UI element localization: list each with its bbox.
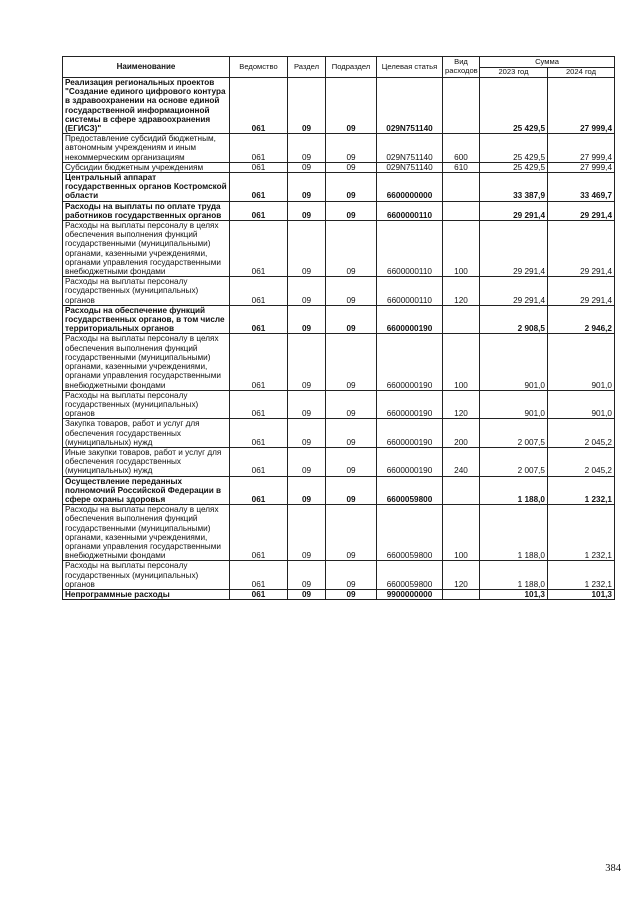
cell-podrazdel: 09 bbox=[326, 505, 377, 561]
cell-sum-2023: 29 291,4 bbox=[480, 221, 548, 277]
table-body bbox=[63, 78, 615, 600]
cell-sum-2023: 1 188,0 bbox=[480, 561, 548, 590]
cell-razdel: 09 bbox=[288, 305, 326, 334]
cell-name: Центральный аппарат государственных органов Костромской области bbox=[63, 173, 230, 202]
cell-vedomstvo: 061 bbox=[230, 561, 288, 590]
cell-razdel: 09 bbox=[288, 201, 326, 220]
cell-vid-raskhodov bbox=[443, 173, 480, 202]
table-row bbox=[63, 221, 615, 277]
cell-sum-2024: 2 946,2 bbox=[548, 305, 615, 334]
table-row bbox=[63, 305, 615, 334]
cell-celevaya-statya: 6600000110 bbox=[377, 201, 443, 220]
cell-name: Расходы на выплаты персоналу государственных (муниципальных) органов bbox=[63, 277, 230, 306]
cell-sum-2023: 29 291,4 bbox=[480, 277, 548, 306]
cell-sum-2023: 901,0 bbox=[480, 390, 548, 419]
cell-sum-2023: 1 188,0 bbox=[480, 476, 548, 505]
table-row bbox=[63, 561, 615, 590]
cell-vedomstvo: 061 bbox=[230, 134, 288, 163]
cell-name: Расходы на выплаты персоналу в целях обеспечения выполнения функций государственными (муниципальными) органами, казенными учреждениями, органами управления государственными внебюджетными фондами bbox=[63, 221, 230, 277]
cell-vid-raskhodov: 610 bbox=[443, 162, 480, 172]
cell-sum-2023: 25 429,5 bbox=[480, 134, 548, 163]
table-header bbox=[63, 57, 615, 78]
cell-vid-raskhodov: 100 bbox=[443, 505, 480, 561]
table-row bbox=[63, 277, 615, 306]
table-row bbox=[63, 476, 615, 505]
cell-podrazdel: 09 bbox=[326, 390, 377, 419]
cell-celevaya-statya: 029N751140 bbox=[377, 78, 443, 134]
cell-name: Расходы на обеспечение функций государственных органов, в том числе территориальных органов bbox=[63, 305, 230, 334]
cell-podrazdel: 09 bbox=[326, 305, 377, 334]
cell-celevaya-statya: 6600000190 bbox=[377, 305, 443, 334]
cell-razdel: 09 bbox=[288, 134, 326, 163]
cell-vedomstvo: 061 bbox=[230, 505, 288, 561]
table-row bbox=[63, 173, 615, 202]
cell-vid-raskhodov: 120 bbox=[443, 561, 480, 590]
cell-sum-2023: 25 429,5 bbox=[480, 162, 548, 172]
cell-name: Субсидии бюджетным учреждениям bbox=[63, 162, 230, 172]
cell-celevaya-statya: 029N751140 bbox=[377, 162, 443, 172]
cell-razdel: 09 bbox=[288, 419, 326, 448]
cell-sum-2023: 2 007,5 bbox=[480, 447, 548, 476]
cell-vedomstvo: 061 bbox=[230, 305, 288, 334]
header-celevaya-statya: Целевая статья bbox=[377, 57, 443, 78]
cell-vid-raskhodov: 120 bbox=[443, 277, 480, 306]
cell-razdel: 09 bbox=[288, 561, 326, 590]
table-row bbox=[63, 334, 615, 390]
cell-vedomstvo: 061 bbox=[230, 419, 288, 448]
table-row bbox=[63, 162, 615, 172]
cell-name: Расходы на выплаты по оплате труда работников государственных органов bbox=[63, 201, 230, 220]
cell-name: Расходы на выплаты персоналу государственных (муниципальных) органов bbox=[63, 561, 230, 590]
cell-vedomstvo: 061 bbox=[230, 447, 288, 476]
cell-razdel: 09 bbox=[288, 162, 326, 172]
cell-sum-2023: 2 007,5 bbox=[480, 419, 548, 448]
cell-celevaya-statya: 029N751140 bbox=[377, 134, 443, 163]
cell-sum-2024: 27 999,4 bbox=[548, 78, 615, 134]
cell-podrazdel: 09 bbox=[326, 162, 377, 172]
cell-sum-2024: 1 232,1 bbox=[548, 476, 615, 505]
header-summa: Сумма bbox=[480, 57, 615, 68]
table-row bbox=[63, 447, 615, 476]
cell-podrazdel: 09 bbox=[326, 447, 377, 476]
cell-podrazdel: 09 bbox=[326, 201, 377, 220]
cell-vedomstvo: 061 bbox=[230, 334, 288, 390]
cell-celevaya-statya: 9900000000 bbox=[377, 589, 443, 599]
cell-celevaya-statya: 6600059800 bbox=[377, 476, 443, 505]
cell-razdel: 09 bbox=[288, 334, 326, 390]
cell-sum-2024: 33 469,7 bbox=[548, 173, 615, 202]
cell-vedomstvo: 061 bbox=[230, 78, 288, 134]
cell-name: Предоставление субсидий бюджетным, автономным учреждениям и иным некоммерческим организациям bbox=[63, 134, 230, 163]
cell-name: Непрограммные расходы bbox=[63, 589, 230, 599]
cell-vedomstvo: 061 bbox=[230, 201, 288, 220]
cell-vedomstvo: 061 bbox=[230, 162, 288, 172]
header-2024: 2024 год bbox=[548, 68, 615, 78]
cell-sum-2024: 901,0 bbox=[548, 390, 615, 419]
cell-sum-2024: 901,0 bbox=[548, 334, 615, 390]
cell-sum-2024: 27 999,4 bbox=[548, 134, 615, 163]
cell-razdel: 09 bbox=[288, 505, 326, 561]
cell-podrazdel: 09 bbox=[326, 221, 377, 277]
cell-vedomstvo: 061 bbox=[230, 221, 288, 277]
page-number: 384 bbox=[605, 863, 621, 874]
cell-razdel: 09 bbox=[288, 447, 326, 476]
cell-sum-2023: 33 387,9 bbox=[480, 173, 548, 202]
cell-celevaya-statya: 6600059800 bbox=[377, 561, 443, 590]
cell-sum-2024: 1 232,1 bbox=[548, 505, 615, 561]
cell-vid-raskhodov bbox=[443, 201, 480, 220]
cell-vid-raskhodov: 100 bbox=[443, 221, 480, 277]
cell-vid-raskhodov bbox=[443, 78, 480, 134]
cell-podrazdel: 09 bbox=[326, 277, 377, 306]
cell-vedomstvo: 061 bbox=[230, 476, 288, 505]
cell-vid-raskhodov bbox=[443, 589, 480, 599]
header-vedomstvo: Ведомство bbox=[230, 57, 288, 78]
cell-podrazdel: 09 bbox=[326, 78, 377, 134]
header-podrazdel: Подраздел bbox=[326, 57, 377, 78]
table-row bbox=[63, 589, 615, 599]
cell-vid-raskhodov bbox=[443, 305, 480, 334]
cell-sum-2023: 2 908,5 bbox=[480, 305, 548, 334]
cell-celevaya-statya: 6600000190 bbox=[377, 419, 443, 448]
cell-sum-2024: 29 291,4 bbox=[548, 201, 615, 220]
cell-vid-raskhodov: 600 bbox=[443, 134, 480, 163]
cell-sum-2023: 101,3 bbox=[480, 589, 548, 599]
cell-vid-raskhodov: 120 bbox=[443, 390, 480, 419]
table-row bbox=[63, 390, 615, 419]
cell-name: Расходы на выплаты персоналу государственных (муниципальных) органов bbox=[63, 390, 230, 419]
cell-sum-2023: 901,0 bbox=[480, 334, 548, 390]
cell-sum-2024: 2 045,2 bbox=[548, 419, 615, 448]
cell-sum-2024: 2 045,2 bbox=[548, 447, 615, 476]
cell-vid-raskhodov: 240 bbox=[443, 447, 480, 476]
cell-razdel: 09 bbox=[288, 78, 326, 134]
cell-podrazdel: 09 bbox=[326, 561, 377, 590]
cell-sum-2024: 29 291,4 bbox=[548, 277, 615, 306]
cell-razdel: 09 bbox=[288, 173, 326, 202]
header-name: Наименование bbox=[63, 57, 230, 78]
cell-sum-2024: 101,3 bbox=[548, 589, 615, 599]
cell-vedomstvo: 061 bbox=[230, 589, 288, 599]
cell-sum-2024: 29 291,4 bbox=[548, 221, 615, 277]
cell-celevaya-statya: 6600000190 bbox=[377, 390, 443, 419]
table-row bbox=[63, 134, 615, 163]
cell-name: Осуществление переданных полномочий Российской Федерации в сфере охраны здоровья bbox=[63, 476, 230, 505]
cell-vedomstvo: 061 bbox=[230, 173, 288, 202]
cell-celevaya-statya: 6600000110 bbox=[377, 221, 443, 277]
cell-sum-2023: 1 188,0 bbox=[480, 505, 548, 561]
budget-table bbox=[62, 56, 615, 600]
header-2023: 2023 год bbox=[480, 68, 548, 78]
cell-podrazdel: 09 bbox=[326, 476, 377, 505]
header-vid-raskhodov: Вид расходов bbox=[443, 57, 480, 78]
cell-razdel: 09 bbox=[288, 476, 326, 505]
cell-name: Иные закупки товаров, работ и услуг для обеспечения государственных (муниципальных) нужд bbox=[63, 447, 230, 476]
cell-sum-2023: 29 291,4 bbox=[480, 201, 548, 220]
cell-sum-2024: 1 232,1 bbox=[548, 561, 615, 590]
cell-name: Реализация региональных проектов "Создание единого цифрового контура в здравоохранении на основе единой государственной информационной системы в сфере здравоохранения (ЕГИСЗ)" bbox=[63, 78, 230, 134]
cell-celevaya-statya: 6600000000 bbox=[377, 173, 443, 202]
cell-podrazdel: 09 bbox=[326, 419, 377, 448]
cell-vedomstvo: 061 bbox=[230, 390, 288, 419]
cell-name: Закупка товаров, работ и услуг для обеспечения государственных (муниципальных) нужд bbox=[63, 419, 230, 448]
table-row bbox=[63, 419, 615, 448]
cell-sum-2023: 25 429,5 bbox=[480, 78, 548, 134]
table-row bbox=[63, 201, 615, 220]
cell-podrazdel: 09 bbox=[326, 134, 377, 163]
cell-razdel: 09 bbox=[288, 390, 326, 419]
header-razdel: Раздел bbox=[288, 57, 326, 78]
table-row bbox=[63, 78, 615, 134]
cell-vid-raskhodov bbox=[443, 476, 480, 505]
cell-razdel: 09 bbox=[288, 221, 326, 277]
cell-razdel: 09 bbox=[288, 589, 326, 599]
cell-razdel: 09 bbox=[288, 277, 326, 306]
cell-vid-raskhodov: 100 bbox=[443, 334, 480, 390]
cell-vedomstvo: 061 bbox=[230, 277, 288, 306]
table-row bbox=[63, 505, 615, 561]
cell-podrazdel: 09 bbox=[326, 589, 377, 599]
cell-name: Расходы на выплаты персоналу в целях обеспечения выполнения функций государственными (муниципальными) органами, казенными учреждениями, органами управления государственными внебюджетными фондами bbox=[63, 505, 230, 561]
cell-sum-2024: 27 999,4 bbox=[548, 162, 615, 172]
cell-vid-raskhodov: 200 bbox=[443, 419, 480, 448]
cell-name: Расходы на выплаты персоналу в целях обеспечения выполнения функций государственными (муниципальными) органами, казенными учреждениями, органами управления государственными внебюджетными фондами bbox=[63, 334, 230, 390]
cell-celevaya-statya: 6600000190 bbox=[377, 334, 443, 390]
cell-celevaya-statya: 6600000110 bbox=[377, 277, 443, 306]
cell-celevaya-statya: 6600000190 bbox=[377, 447, 443, 476]
cell-podrazdel: 09 bbox=[326, 173, 377, 202]
cell-podrazdel: 09 bbox=[326, 334, 377, 390]
cell-celevaya-statya: 6600059800 bbox=[377, 505, 443, 561]
